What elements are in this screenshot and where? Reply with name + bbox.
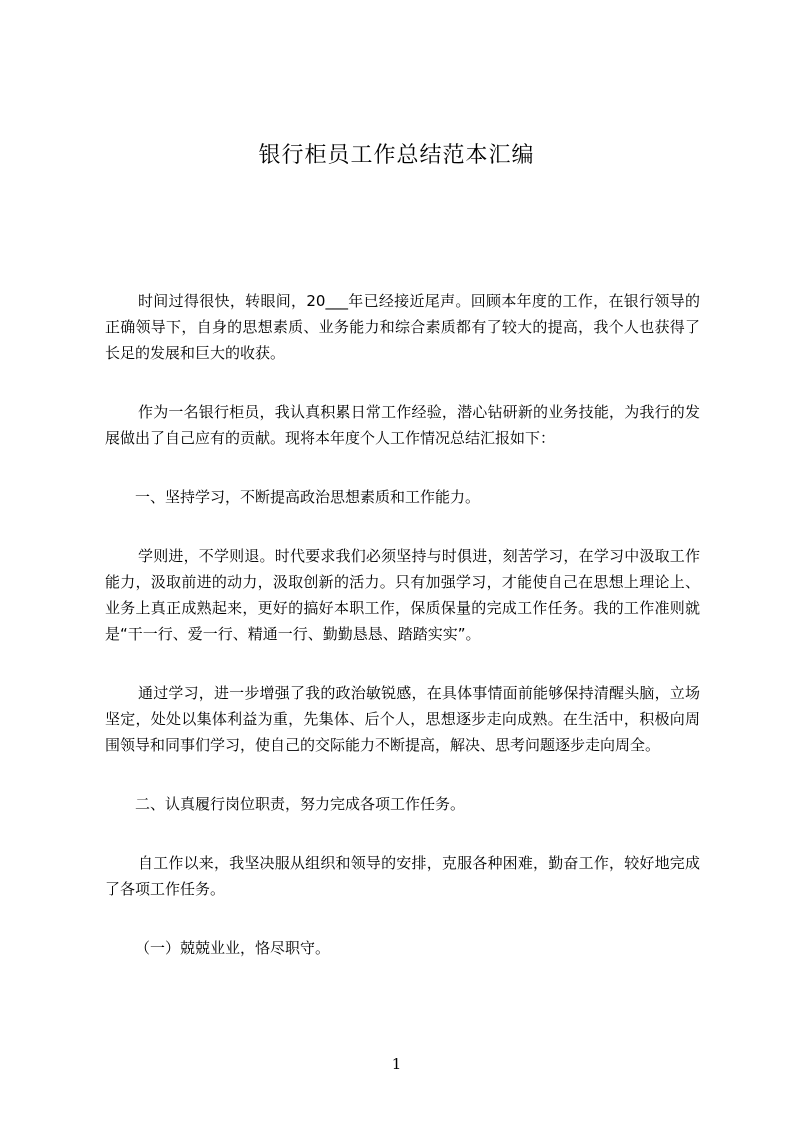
document-body xyxy=(105,288,700,994)
page-number: 1 xyxy=(391,1055,402,1073)
paragraph-duties: 自工作以来，我坚决服从组织和领导的安排，克服各种困难，勤奋工作，较好地完成了各项工作任务。 xyxy=(105,854,700,898)
section-heading-2: 二、认真履行岗位职责，努力完成各项工作任务。 xyxy=(135,795,466,813)
section-heading-1: 一、坚持学习，不断提高政治思想素质和工作能力。 xyxy=(135,488,481,506)
document-title: 银行柜员工作总结范本汇编 xyxy=(258,143,535,168)
paragraph-intro: 时间过得很快，转眼间，20___年已经接近尾声。回顾本年度的工作，在银行领导的正确领导下，自身的思想素质、业务能力和综合素质都有了较大的提高，我个人也获得了长足的发展和巨大的收获。 xyxy=(105,292,700,362)
paragraph-role: 作为一名银行柜员，我认真积累日常工作经验，潜心钻研新的业务技能，为我行的发展做出了自己应有的贡献。现将本年度个人工作情况总结汇报如下： xyxy=(105,403,700,447)
paragraph-learning: 学则进，不学则退。时代要求我们必须坚持与时俱进，刻苦学习，在学习中汲取工作能力，汲取前进的动力，汲取创新的活力。只有加强学习，才能使自己在思想上理论上、业务上真正成熟起来，更好的搞好本职工作，保质保量的完成工作任务。我的工作准则就是“干一行、爱一行、精通一行、勤勤恳恳、踏踏实实”。 xyxy=(105,547,700,643)
subsection-heading-1: （一）兢兢业业，恪尽职守。 xyxy=(135,939,331,957)
paragraph-growth: 通过学习，进一步增强了我的政治敏锐感，在具体事情面前能够保持清醒头脑，立场坚定，处处以集体利益为重，先集体、后个人，思想逐步走向成熟。在生活中，积极向周围领导和同事们学习，使自己的交际能力不断提高，解决、思考问题逐步走向周全。 xyxy=(105,684,700,754)
